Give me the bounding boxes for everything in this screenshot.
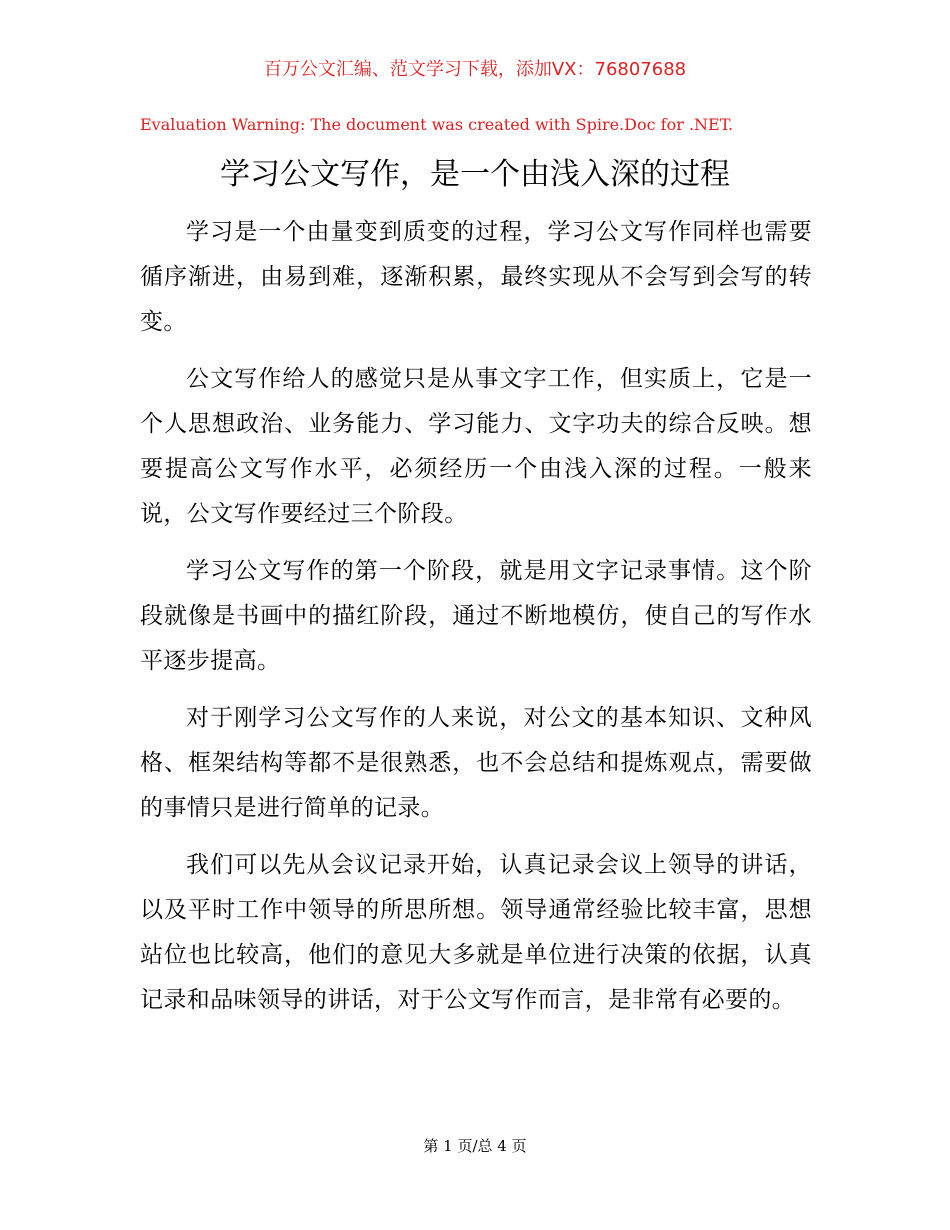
header-ad-text: 百万公文汇编、范文学习下载，添加VX：76807688 <box>263 59 687 80</box>
paragraph: 学习公文写作的第一个阶段，就是用文字记录事情。这个阶段就像是书画中的描红阶段，通过不断地模仿，使自己的写作水平逐步提高。 <box>140 558 812 674</box>
document-body <box>140 210 812 1035</box>
paragraph: 公文写作给人的感觉只是从事文字工作，但实质上，它是一个人思想政治、业务能力、学习能力、文字功夫的综合反映。想要提高公文写作水平，必须经历一个由浅入深的过程。一般来说，公文写作要经过三个阶段。 <box>140 366 812 527</box>
paragraph: 我们可以先从会议记录开始，认真记录会议上领导的讲话，以及平时工作中领导的所思所想。领导通常经验比较丰富，思想站位也比较高，他们的意见大多就是单位进行决策的依据，认真记录和品味领导的讲话，对于公文写作而言，是非常有必要的。 <box>140 852 812 1013</box>
paragraph: 学习是一个由量变到质变的过程，学习公文写作同样也需要循序渐进，由易到难，逐渐积累，最终实现从不会写到会写的转变。 <box>140 219 812 335</box>
document-title: 学习公文写作，是一个由浅入深的过程 <box>220 157 730 192</box>
paragraph: 对于刚学习公文写作的人来说，对公文的基本知识、文种风格、框架结构等都不是很熟悉，也不会总结和提炼观点，需要做的事情只是进行简单的记录。 <box>140 705 812 821</box>
evaluation-warning: Evaluation Warning: The document was created with Spire.Doc for .NET. <box>140 115 734 134</box>
page-number-footer: 第 1 页/总 4 页 <box>423 1137 527 1155</box>
